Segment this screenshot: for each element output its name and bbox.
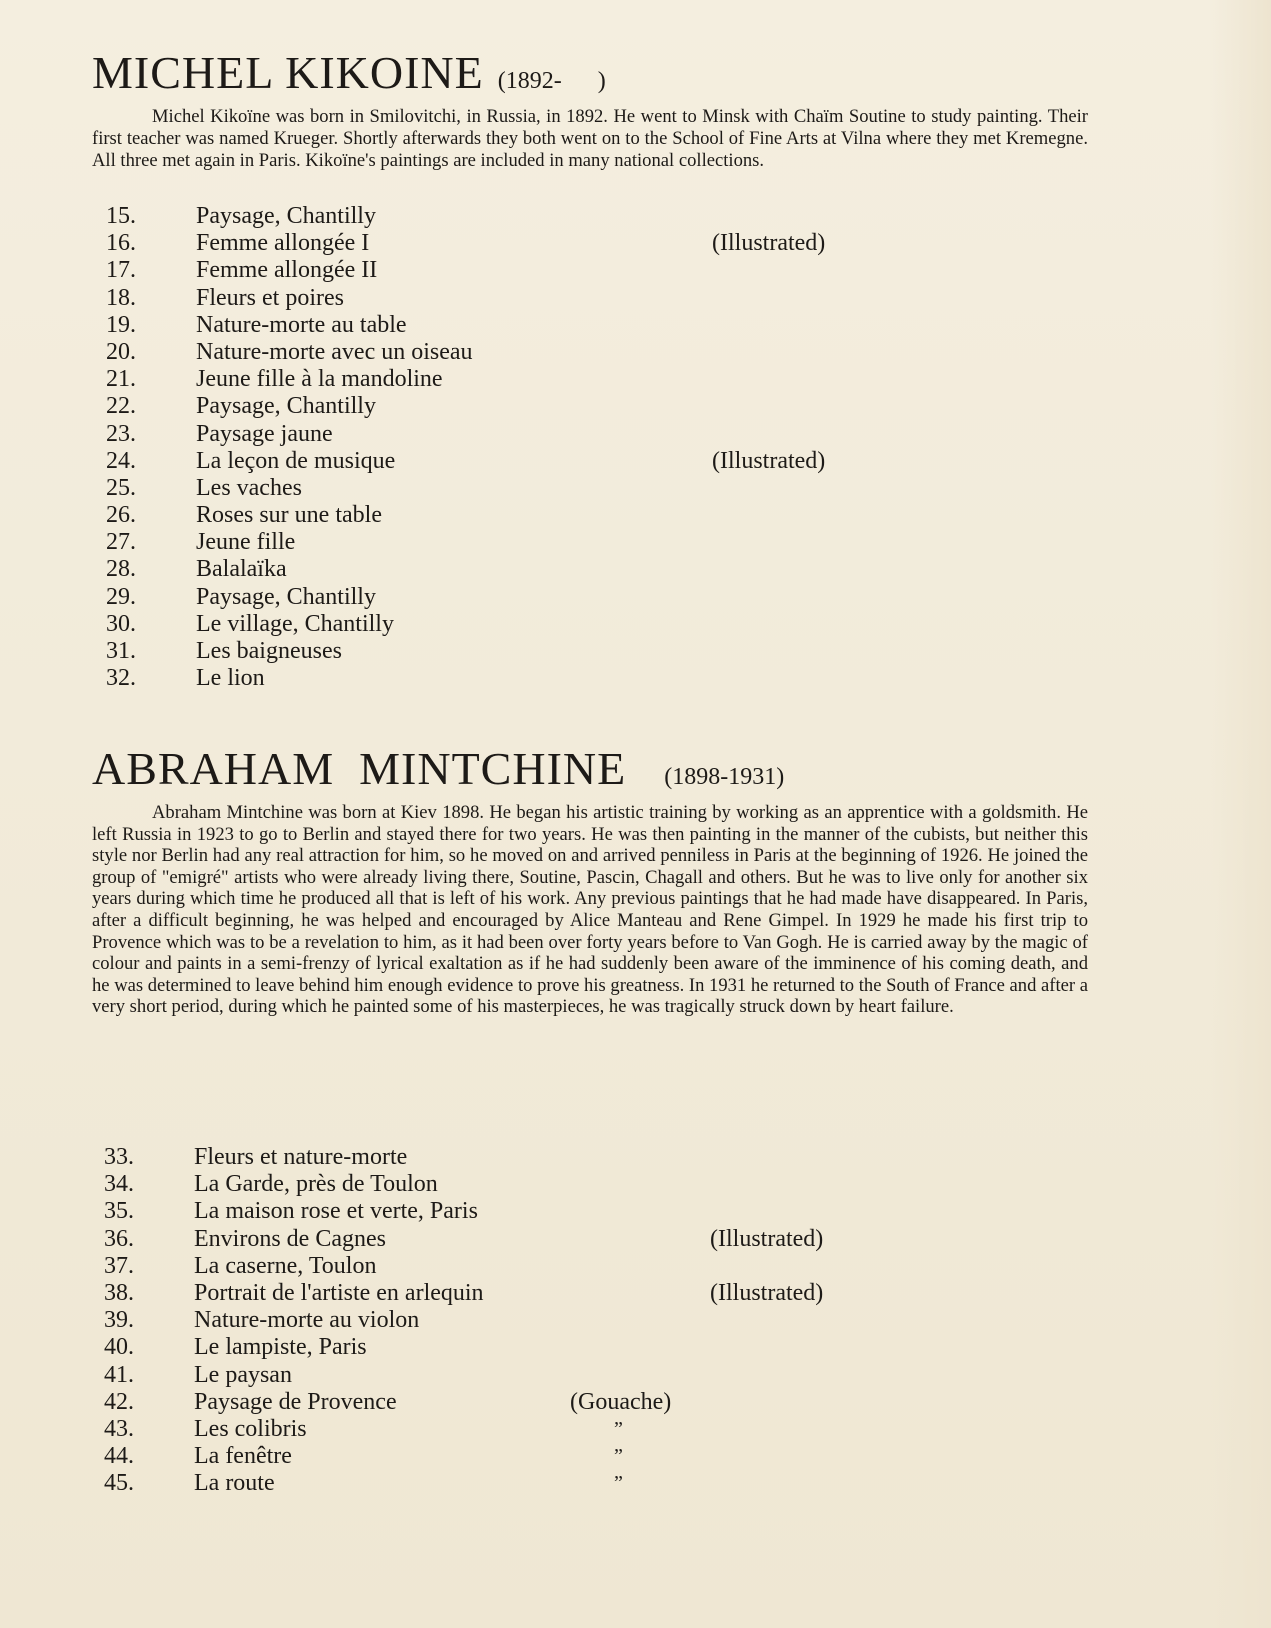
- item-title: La Garde, près de Toulon: [194, 1171, 438, 1198]
- item-title: La route: [194, 1470, 275, 1497]
- item-number: 20.: [106, 338, 136, 365]
- item-title: Fleurs et poires: [196, 284, 344, 311]
- item-title: Les colibris: [194, 1415, 307, 1442]
- illustrated-note: (Illustrated): [710, 1225, 824, 1252]
- catalogue-item: [104, 1443, 1004, 1470]
- catalogue-item: [106, 257, 1006, 284]
- item-number: 39.: [104, 1307, 134, 1334]
- item-number: 26.: [106, 502, 136, 529]
- ditto-mark: ”: [614, 1417, 623, 1440]
- illustrated-note: (Illustrated): [710, 1279, 824, 1306]
- catalogue-item: [106, 638, 1006, 665]
- artist-dates: (1898-1931): [664, 764, 785, 790]
- catalogue-item: [104, 1470, 1004, 1497]
- catalogue-item: [106, 339, 1006, 366]
- item-number: 22.: [106, 393, 136, 420]
- item-title: Femme allongée II: [196, 257, 378, 284]
- catalogue-item: [106, 611, 1006, 638]
- catalogue-list-kikoine: [106, 203, 1006, 692]
- item-number: 16.: [106, 230, 136, 257]
- item-number: 24.: [106, 447, 136, 474]
- item-number: 44.: [104, 1443, 134, 1470]
- item-number: 43.: [104, 1415, 134, 1442]
- item-number: 38.: [104, 1279, 134, 1306]
- artist-name: ABRAHAM MINTCHINE: [92, 743, 627, 794]
- artist-biography: Abraham Mintchine was born at Kiev 1898. He began his artistic training by working as an apprentice with a goldsmith. He left Russia in 1923 to go to Berlin and stayed there for two years. He was then painting in the manner of the cubists, but neither this style nor Berlin had any real attraction for him, so he moved on and arrived penniless in Paris at the beginning of 1926. He joined the group of "emigré" artists who were already living there, Soutine, Pascin, Chagall and others. But he was to live only for another six years during which time he produced all that is left of his work. Any previous paintings that he had made have disappeared. In Paris, after a difficult beginning, he was helped and encouraged by Alice Manteau and Rene Gimpel. In 1929 he made his first trip to Provence which was to be a revelation to him, as it had been over forty years before to Van Gogh. He is carried away by the magic of colour and paints in a semi-frenzy of lyrical exaltation as if he had suddenly been aware of the imminence of his coming death, and he was determined to leave behind him enough evidence to prove his greatness. In 1931 he returned to the South of France and after a very short period, during which he painted some of his masterpieces, he was tragically struck down by heart failure.: [92, 802, 1088, 1018]
- medium-note: (Gouache): [570, 1388, 672, 1415]
- item-number: 19.: [106, 311, 136, 338]
- item-title: Les baigneuses: [196, 638, 342, 664]
- artist-heading: [92, 743, 1092, 794]
- item-number: 45.: [104, 1470, 134, 1497]
- catalogue-item: [104, 1171, 1004, 1198]
- illustrated-note: (Illustrated): [712, 230, 826, 257]
- page-edge-shading: [1211, 0, 1271, 1628]
- catalogue-item: [104, 1307, 1004, 1334]
- item-title: Jeune fille à la mandoline: [196, 366, 443, 393]
- catalogue-item: [104, 1416, 1004, 1443]
- item-title: La maison rose et verte, Paris: [194, 1198, 478, 1225]
- item-title: Le lion: [196, 665, 265, 692]
- catalogue-list-mintchine: [104, 1144, 1004, 1497]
- item-title: La leçon de musique: [196, 447, 396, 474]
- item-number: 37.: [104, 1252, 134, 1279]
- catalogue-item: [106, 556, 1006, 583]
- item-title: Paysage, Chantilly: [196, 393, 376, 420]
- item-number: 21.: [106, 366, 136, 393]
- item-title: Balalaïka: [196, 556, 287, 583]
- artist-biography: Michel Kikoïne was born in Smilovitchi, in Russia, in 1892. He went to Minsk with Chaïm Soutine to study painting. Their first teacher was named Krueger. Shortly afterwards they both went on to the School of Fine Arts at Vilna where they met Kremegne. All three met again in Paris. Kikoïne's paintings are included in many national collections.: [92, 106, 1088, 171]
- catalogue-item: [106, 230, 1006, 257]
- item-number: 15.: [106, 203, 136, 229]
- section-kikoine: [92, 47, 1092, 172]
- catalogue-item: [106, 584, 1006, 611]
- illustrated-note: (Illustrated): [712, 447, 826, 474]
- catalogue-item: [106, 393, 1006, 420]
- item-title: Roses sur une table: [196, 502, 382, 529]
- ditto-mark: ”: [614, 1472, 623, 1495]
- item-title: Les vaches: [196, 474, 302, 501]
- item-number: 30.: [106, 610, 136, 637]
- item-number: 36.: [104, 1225, 134, 1252]
- catalogue-item: [104, 1198, 1004, 1225]
- item-title: Paysage jaune: [196, 420, 333, 447]
- section-mintchine: [92, 743, 1092, 1018]
- item-number: 23.: [106, 420, 136, 447]
- item-number: 42.: [104, 1388, 134, 1415]
- item-number: 34.: [104, 1171, 134, 1198]
- item-title: Paysage, Chantilly: [196, 203, 376, 229]
- catalogue-item: [104, 1362, 1004, 1389]
- catalogue-item: [106, 366, 1006, 393]
- artist-name: MICHEL KIKOINE: [92, 47, 484, 98]
- item-title: Portrait de l'artiste en arlequin: [194, 1279, 484, 1306]
- catalogue-item: [106, 529, 1006, 556]
- item-number: 31.: [106, 638, 136, 664]
- item-title: Fleurs et nature-morte: [194, 1144, 408, 1170]
- item-number: 33.: [104, 1144, 134, 1170]
- item-number: 29.: [106, 583, 136, 610]
- item-title: Nature-morte au table: [196, 311, 407, 338]
- item-number: 32.: [106, 665, 136, 692]
- item-number: 28.: [106, 556, 136, 583]
- item-number: 27.: [106, 529, 136, 556]
- item-number: 25.: [106, 474, 136, 501]
- ditto-mark: ”: [614, 1445, 623, 1468]
- catalogue-item: [104, 1334, 1004, 1361]
- item-title: Paysage de Provence: [194, 1388, 397, 1415]
- catalogue-item: [104, 1144, 1004, 1171]
- item-title: Jeune fille: [196, 529, 296, 556]
- catalogue-item: [106, 312, 1006, 339]
- catalogue-item: [106, 475, 1006, 502]
- item-title: Le paysan: [194, 1361, 292, 1388]
- catalogue-item: [106, 285, 1006, 312]
- catalogue-item: [106, 502, 1006, 529]
- catalogue-item: [106, 203, 1006, 230]
- item-title: Le village, Chantilly: [196, 610, 394, 637]
- catalogue-item: [106, 448, 1006, 475]
- item-title: Nature-morte avec un oiseau: [196, 338, 473, 365]
- catalogue-item: [104, 1280, 1004, 1307]
- item-number: 35.: [104, 1198, 134, 1225]
- item-title: Le lampiste, Paris: [194, 1334, 367, 1361]
- item-number: 41.: [104, 1361, 134, 1388]
- item-title: Nature-morte au violon: [194, 1307, 420, 1334]
- item-title: Environs de Cagnes: [194, 1225, 386, 1252]
- item-number: 40.: [104, 1334, 134, 1361]
- item-number: 18.: [106, 284, 136, 311]
- catalogue-item: [104, 1253, 1004, 1280]
- item-title: La fenêtre: [194, 1443, 292, 1470]
- catalogue-item: [106, 665, 1006, 692]
- catalogue-item: [104, 1226, 1004, 1253]
- item-title: Paysage, Chantilly: [196, 583, 376, 610]
- catalogue-item: [106, 421, 1006, 448]
- item-number: 17.: [106, 257, 136, 284]
- item-title: Femme allongée I: [196, 230, 370, 257]
- item-title: La caserne, Toulon: [194, 1252, 377, 1279]
- catalogue-item: [104, 1389, 1004, 1416]
- artist-heading: [92, 47, 1092, 98]
- artist-dates: (1892- ): [497, 68, 606, 94]
